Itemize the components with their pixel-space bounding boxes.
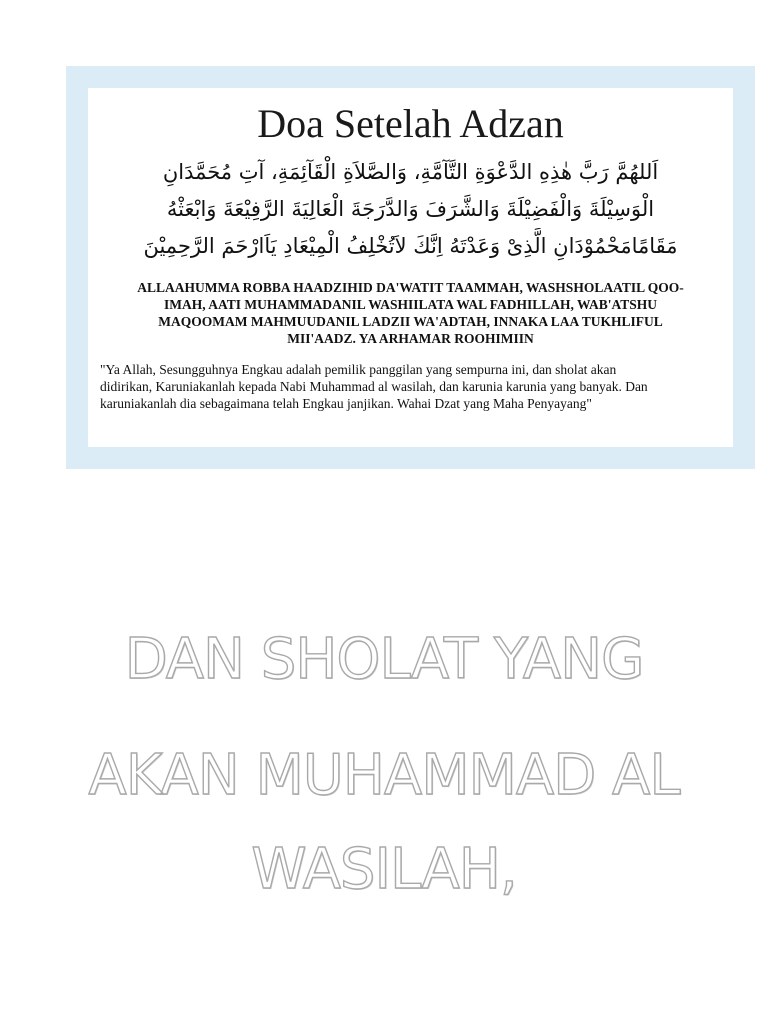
arabic-text — [98, 154, 723, 265]
translation-line: karuniakanlah dia sebagaimana telah Engkau janjikan. Wahai Dzat yang Maha Penyayang" — [100, 396, 592, 411]
doa-title: Doa Setelah Adzan — [257, 101, 564, 146]
arabic-line: مَقَامًامَحْمُوْدَانِ الَّذِىْ وَعَدْتَهُ اِنَّكَ لاَتُخْلِفُ الْمِيْعَادِ يَاَارْحَمَ الرَّحِمِيْنَ — [143, 234, 678, 258]
caption-line: AKAN MUHAMMAD AL — [88, 743, 680, 808]
caption-line: DAN SHOLAT YANG — [124, 627, 644, 692]
latin-line: MII'AADZ. YA ARHAMAR ROOHIMIIN — [287, 331, 534, 346]
arabic-line: اَللهُمَّ رَبَّ هٰذِهِ الدَّعْوَةِ التَّآمَّةِ، وَالصَّلاَةِ الْقَآئِمَةِ، آتِ مُحَمَّدَانِ — [162, 160, 659, 184]
latin-transliteration — [98, 279, 723, 347]
latin-line: MAQOOMAM MAHMUUDANIL LADZII WA'ADTAH, INNAKA LAA TUKHLIFUL — [158, 314, 663, 329]
translation-line: "Ya Allah, Sesungguhnya Engkau adalah pemilik panggilan yang sempurna ini, dan sholat akan — [100, 362, 617, 377]
doa-card-frame — [66, 66, 755, 469]
arabic-line: الْوَسِيْلَةَ وَالْفَضِيْلَةَ وَالشَّرَفَ وَالدَّرَجَةَ الْعَالِيَةَ الرَّفِيْعَةَ وَابْعَثْهُ — [166, 197, 655, 221]
latin-line: ALLAAHUMMA ROBBA HAADZIHID DA'WATIT TAAMMAH, WASHSHOLAATIL QOO- — [137, 280, 684, 295]
doa-card — [88, 88, 733, 447]
translation-text — [98, 361, 723, 412]
caption-line: WASILAH, — [251, 837, 517, 902]
translation-line: didirikan, Karuniakanlah kepada Nabi Muhammad al wasilah, dan karunia karunia yang banyak. Dan — [100, 379, 648, 394]
latin-line: IMAH, AATI MUHAMMADANIL WASHIILATA WAL FADHILLAH, WAB'ATSHU — [163, 297, 658, 312]
